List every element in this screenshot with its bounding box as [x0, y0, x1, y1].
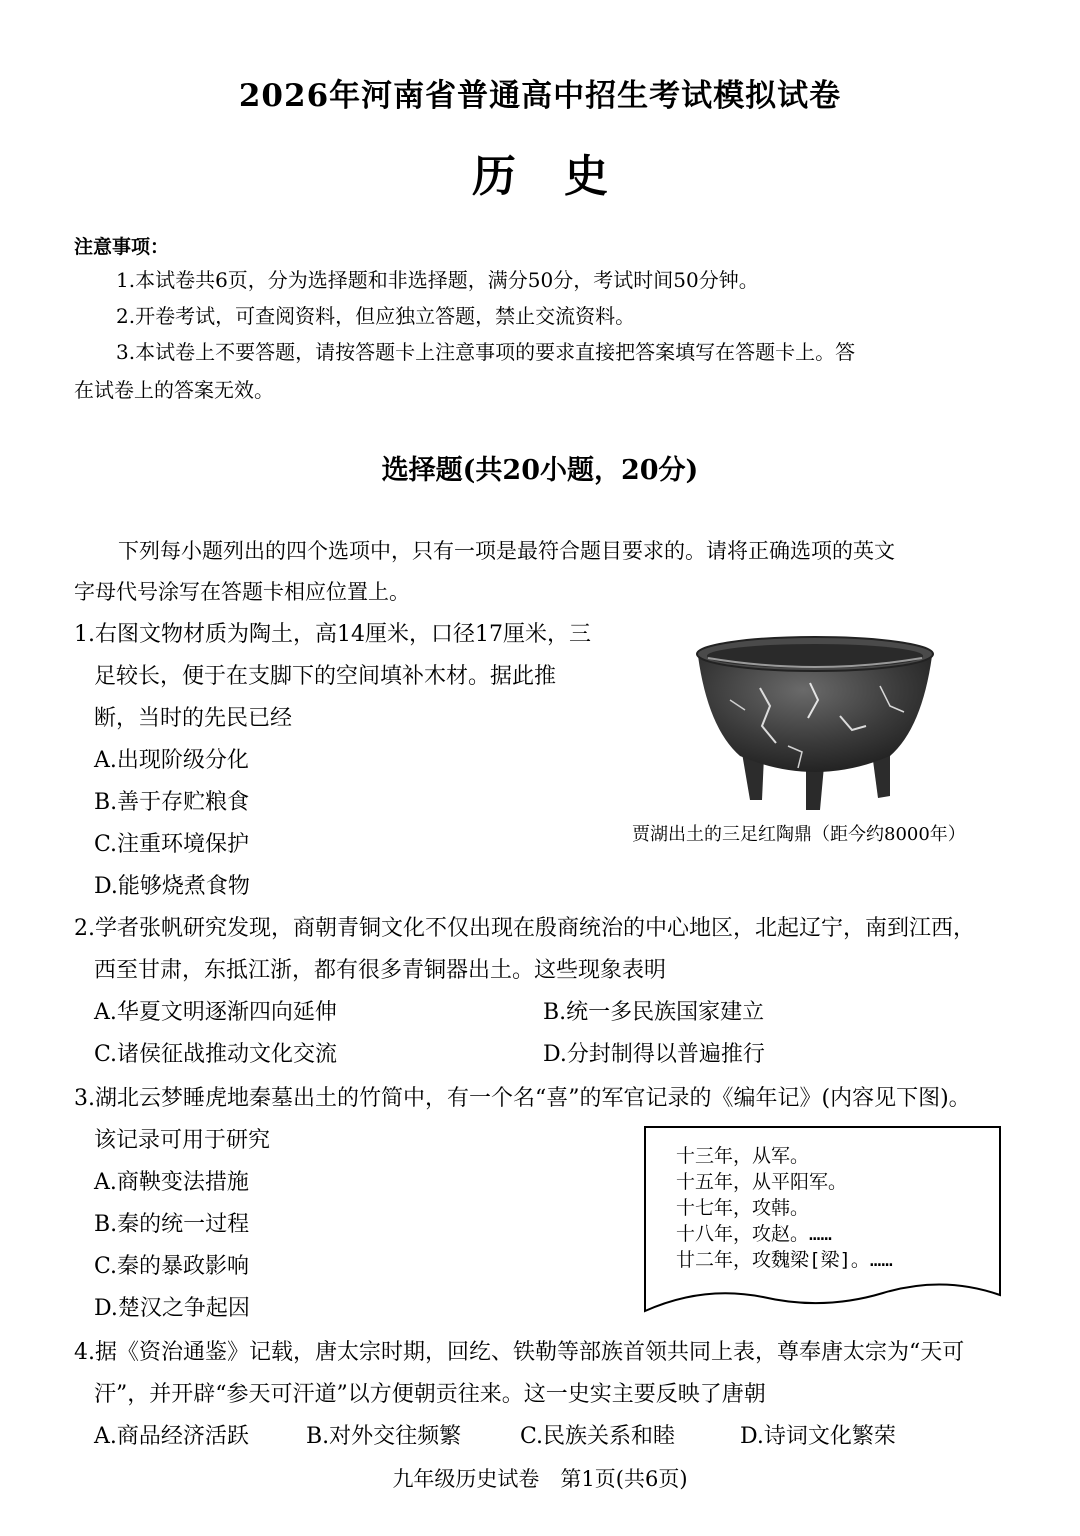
record-line-5: 廿二年，攻魏梁[梁]。……	[676, 1249, 893, 1271]
section-heading: 选择题(共20小题，20分)	[381, 455, 699, 486]
q1-stem-line-2: 足较长，便于在支脚下的空间填补木材。据此推	[94, 664, 557, 689]
q1-option-d[interactable]: D.能够烧煮食物	[94, 874, 250, 899]
q3-option-c[interactable]: C.秦的暴政影响	[94, 1254, 250, 1279]
q4-option-a[interactable]: A.商品经济活跃	[94, 1424, 249, 1449]
q2-stem-line-1: 2.学者张帆研究发现，商朝青铜文化不仅出现在殷商统治的中心地区，北起辽宁，南到江西，	[74, 916, 975, 941]
q2-option-c[interactable]: C.诸侯征战推动文化交流	[94, 1042, 338, 1067]
q4-stem-line-1: 4.据《资治通鉴》记载，唐太宗时期，回纥、铁勒等部族首领共同上表，尊奉唐太宗为“天可	[74, 1340, 965, 1365]
note-item-3-cont: 在试卷上的答案无效。	[74, 378, 274, 402]
record-line-1: 十三年，从军。	[676, 1145, 810, 1167]
section-instructions-line-1: 下列每小题列出的四个选项中，只有一项是最符合题目要求的。请将正确选项的英文	[118, 539, 895, 563]
q1-figure-caption: 贾湖出土的三足红陶鼎（距今约8000年）	[632, 824, 966, 845]
q2-option-b[interactable]: B.统一多民族国家建立	[543, 1000, 765, 1025]
q2-option-a[interactable]: A.华夏文明逐渐四向延伸	[94, 1000, 337, 1025]
q1-option-b[interactable]: B.善于存贮粮食	[94, 790, 250, 815]
q2-option-d[interactable]: D.分封制得以普遍推行	[543, 1042, 765, 1067]
q3-option-a[interactable]: A.商鞅变法措施	[94, 1170, 249, 1195]
record-line-2: 十五年，从平阳军。	[676, 1171, 848, 1193]
notes-heading: 注意事项：	[74, 236, 170, 258]
q4-option-c[interactable]: C.民族关系和睦	[520, 1424, 676, 1449]
subject-title: 历史	[472, 151, 656, 202]
note-item-2: 2.开卷考试，可查阅资料，但应独立答题，禁止交流资料。	[116, 304, 636, 328]
q1-stem-line-3: 断，当时的先民已经	[94, 706, 293, 731]
q4-stem-line-2: 汗”，并开辟“参天可汗道”以方便朝贡往来。这一史实主要反映了唐朝	[94, 1382, 766, 1407]
record-line-4: 十八年，攻赵。……	[676, 1223, 832, 1245]
q3-option-d[interactable]: D.楚汉之争起因	[94, 1296, 250, 1321]
note-item-1: 1.本试卷共6页，分为选择题和非选择题，满分50分，考试时间50分钟。	[116, 268, 759, 292]
note-item-3: 3.本试卷上不要答题，请按答题卡上注意事项的要求直接把答案填写在答题卡上。答	[116, 340, 856, 364]
q2-stem-line-2: 西至甘肃，东抵江浙，都有很多青铜器出土。这些现象表明	[94, 958, 667, 983]
q3-stem-line-1: 3.湖北云梦睡虎地秦墓出土的竹简中，有一个名“喜”的军官记录的《编年记》(内容见下图)。	[74, 1086, 971, 1111]
q3-stem-line-2: 该记录可用于研究	[94, 1128, 271, 1153]
q1-option-c[interactable]: C.注重环境保护	[94, 832, 250, 857]
q3-option-b[interactable]: B.秦的统一过程	[94, 1212, 250, 1237]
pottery-tripod-image	[690, 628, 940, 813]
exam-title: 2026年河南省普通高中招生考试模拟试卷	[238, 78, 842, 114]
page-footer: 九年级历史试卷 第1页(共6页)	[392, 1467, 688, 1491]
record-line-3: 十七年，攻韩。	[676, 1197, 810, 1219]
section-instructions-line-2: 字母代号涂写在答题卡相应位置上。	[74, 580, 410, 604]
q1-stem-line-1: 1.右图文物材质为陶土，高14厘米，口径17厘米，三	[74, 622, 591, 647]
q4-option-b[interactable]: B.对外交往频繁	[306, 1424, 462, 1449]
q4-option-d[interactable]: D.诗词文化繁荣	[740, 1424, 896, 1449]
q1-option-a[interactable]: A.出现阶级分化	[94, 748, 249, 773]
